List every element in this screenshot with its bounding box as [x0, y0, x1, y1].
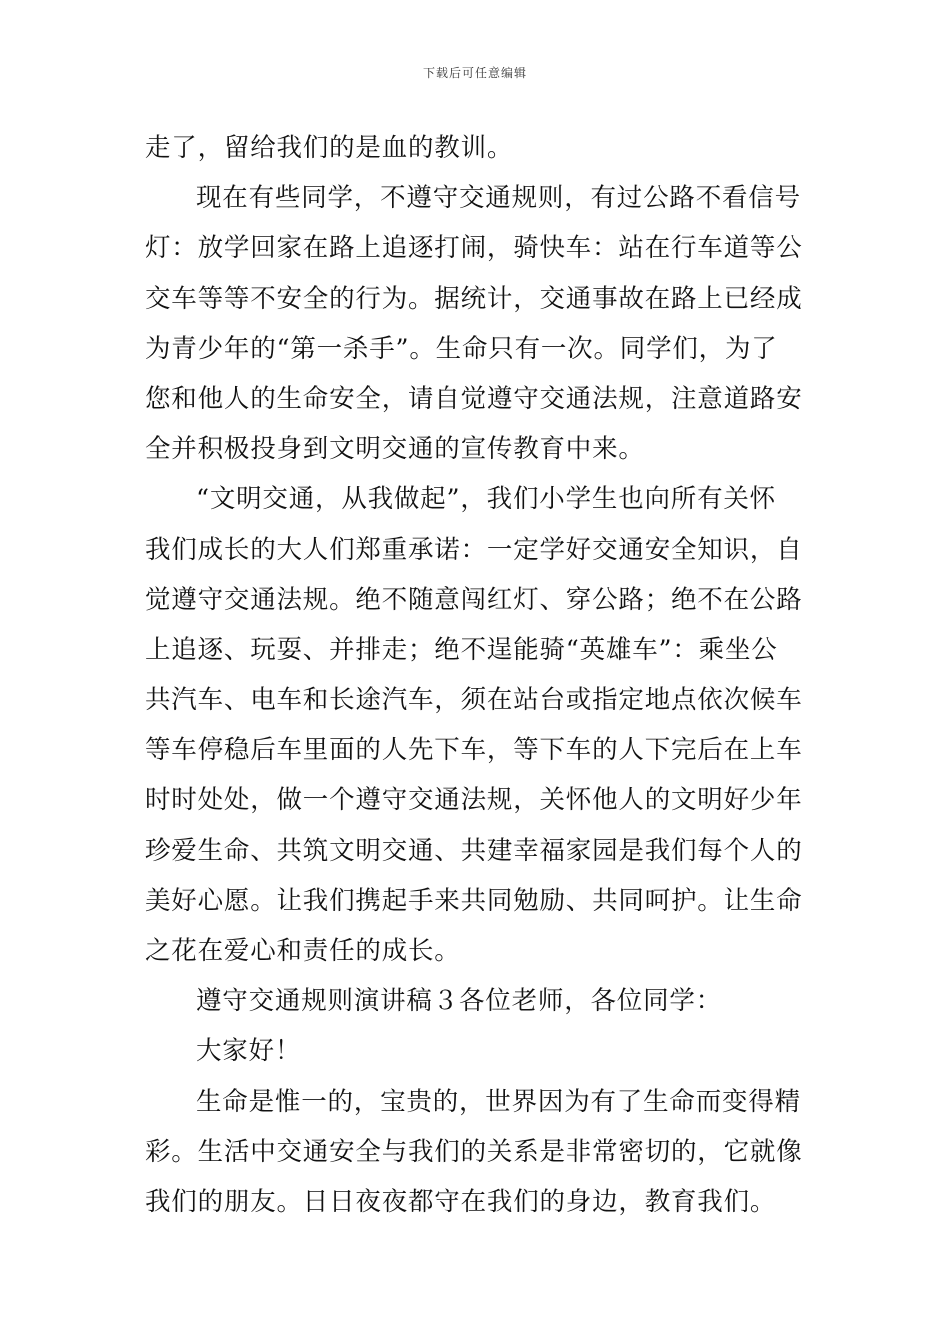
text-line: 觉遵守交通法规。绝不随意闯红灯、穿公路；绝不在公路	[145, 584, 803, 615]
text-line: 等车停稳后车里面的人先下车，等下车的人下完后在上车	[145, 735, 803, 766]
text-line: 上追逐、玩耍、并排走；绝不逞能骑“英雄车”：乘坐公	[145, 634, 778, 665]
page-header: 下载后可任意编辑	[422, 66, 527, 80]
text-line: 生命是惟一的，宝贵的，世界因为有了生命而变得精	[196, 1086, 801, 1117]
text-line: 走了，留给我们的是血的教训。	[145, 133, 514, 163]
text-line: 灯：放学回家在路上追逐打闹，骑快车：站在行车道等公	[145, 233, 803, 264]
text-line: 彩。生活中交通安全与我们的关系是非常密切的，它就像	[145, 1136, 803, 1167]
text-line: 您和他人的生命安全，请自觉遵守交通法规，注意道路安	[145, 383, 803, 414]
text-line: 共汽车、电车和长途汽车，须在站台或指定地点依次候车	[145, 685, 803, 716]
text-line: 珍爱生命、共筑文明交通、共建幸福家园是我们每个人的	[145, 835, 803, 866]
text-line: “文明交通，从我做起”，我们小学生也向所有关怀	[196, 484, 776, 515]
text-line: 我们成长的大人们郑重承诺：一定学好交通安全知识，自	[145, 534, 803, 565]
text-line: 为青少年的“第一杀手”。生命只有一次。同学们，为了	[145, 333, 778, 364]
text-line: 遵守交通规则演讲稿３各位老师，各位同学：	[196, 986, 723, 1017]
text-line: 美好心愿。让我们携起手来共同勉励、共同呵护。让生命	[145, 885, 803, 916]
text-line: 交车等等不安全的行为。据统计，交通事故在路上已经成	[145, 283, 803, 314]
text-line: 时时处处，做一个遵守交通法规，关怀他人的文明好少年	[145, 785, 803, 816]
body-text	[145, 123, 810, 1227]
text-line: 现在有些同学，不遵守交通规则，有过公路不看信号	[196, 183, 801, 214]
text-line: 全并积极投身到文明交通的宣传教育中来。	[145, 434, 645, 465]
text-line: 我们的朋友。日日夜夜都守在我们的身边，教育我们。	[145, 1186, 777, 1217]
text-line: 大家好！	[196, 1036, 302, 1067]
text-line: 之花在爱心和责任的成长。	[145, 936, 461, 966]
